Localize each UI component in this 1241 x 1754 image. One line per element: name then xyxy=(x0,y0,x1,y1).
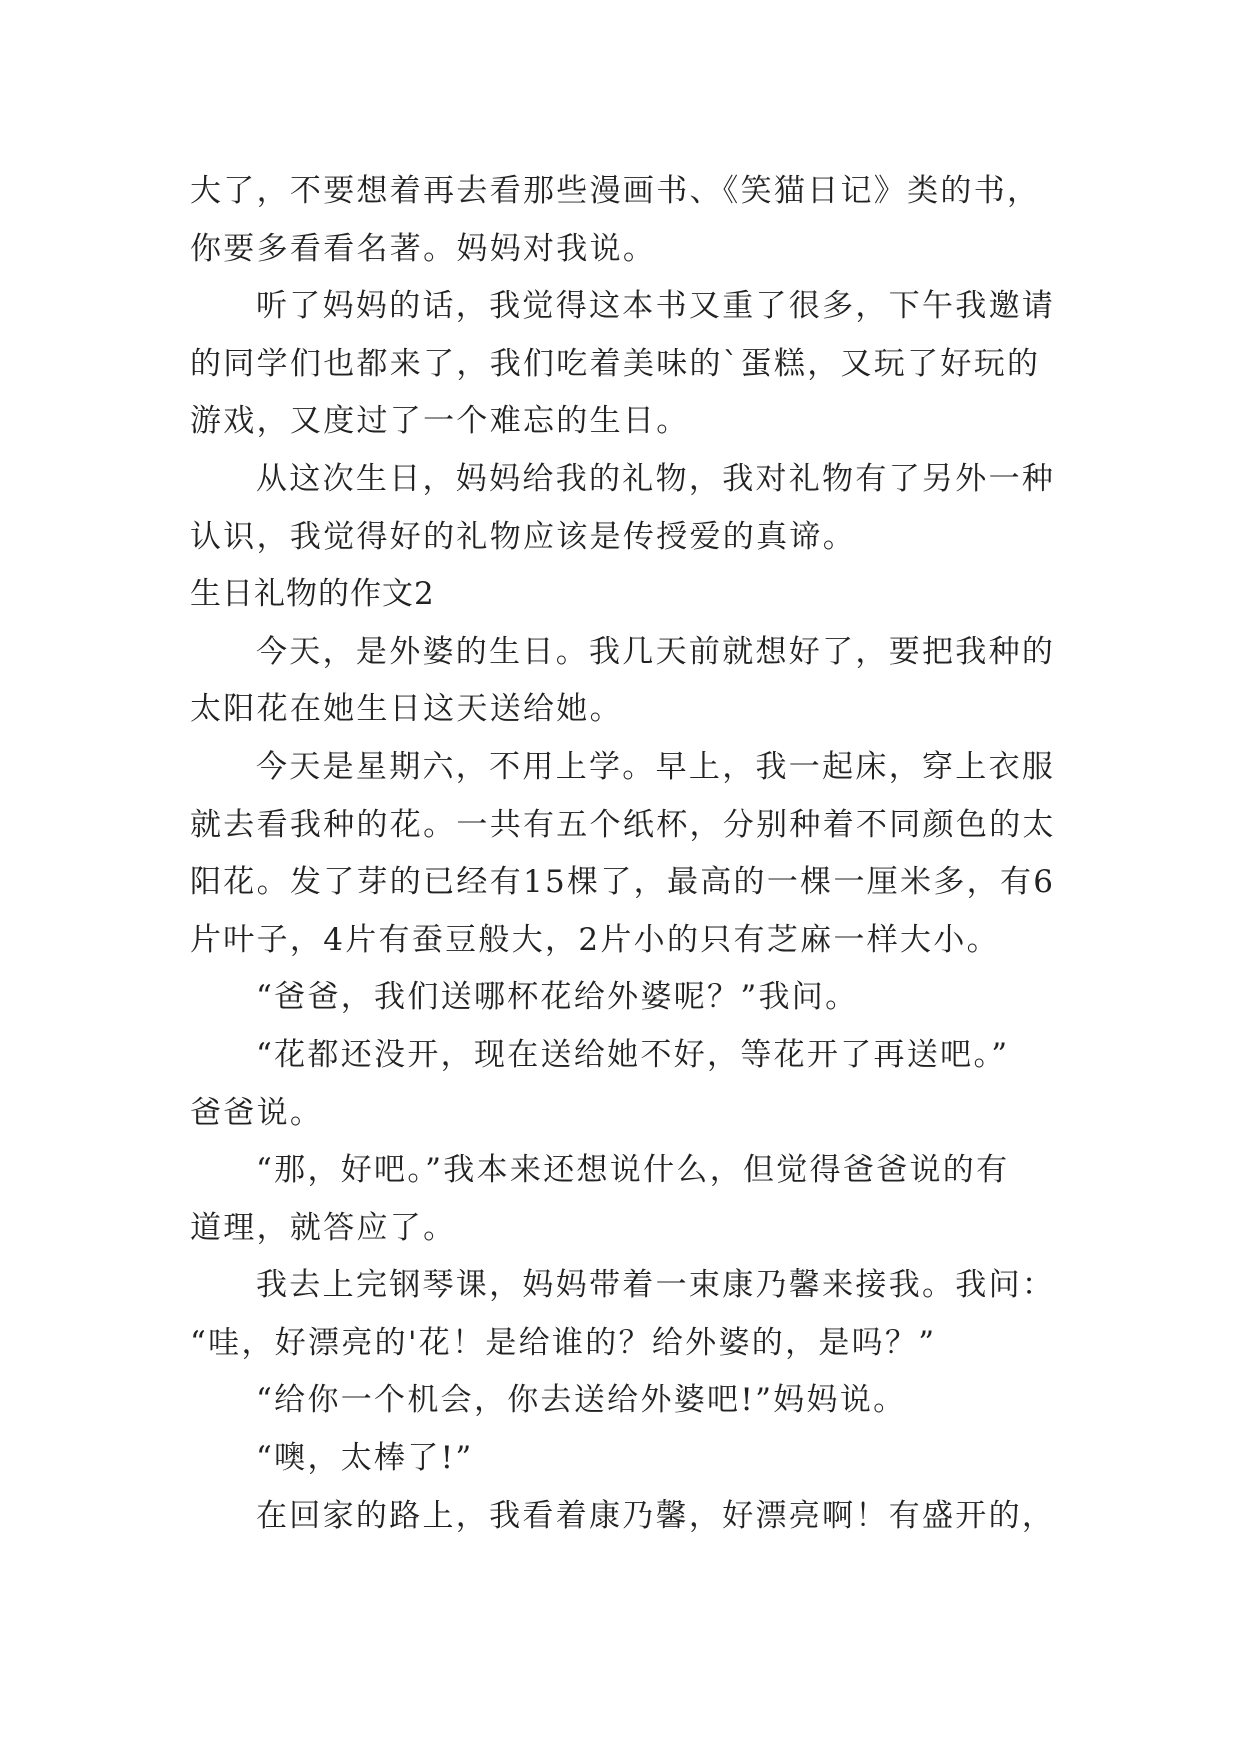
text-line: 游戏，又度过了一个难忘的生日。 xyxy=(190,403,690,440)
text-line: 道理，就答应了。 xyxy=(190,1209,457,1246)
text-line: 片叶子，4片有蚕豆般大，2片小的只有芝麻一样大小。 xyxy=(190,921,1000,958)
text-line: “那，好吧。”我本来还想说什么，但觉得爸爸说的有 xyxy=(256,1152,1010,1189)
text-line: 在回家的路上，我看着康乃馨，好漂亮啊！有盛开的， xyxy=(256,1497,1056,1534)
text-line: 听了妈妈的话，我觉得这本书又重了很多，下午我邀请 xyxy=(256,288,1056,325)
text-line: 太阳花在她生日这天送给她。 xyxy=(190,691,623,728)
text-line: “噢，太棒了!” xyxy=(256,1440,474,1477)
text-line: 大了，不要想着再去看那些漫画书、《笑猫日记》类的书， xyxy=(190,173,1041,209)
text-line: “给你一个机会，你去送给外婆吧!”妈妈说。 xyxy=(256,1382,907,1419)
text-line: “哇，好漂亮的'花！是给谁的？给外婆的，是吗？” xyxy=(190,1324,937,1361)
text-line: 就去看我种的花。一共有五个纸杯，分别种着不同颜色的太 xyxy=(190,806,1056,843)
text-line: 认识，我觉得好的礼物应该是传授爱的真谛。 xyxy=(190,518,856,555)
text-line: 我去上完钢琴课，妈妈带着一束康乃馨来接我。我问： xyxy=(256,1267,1056,1304)
text-line: “爸爸，我们送哪杯花给外婆呢？”我问。 xyxy=(256,979,859,1016)
body-text xyxy=(190,163,1070,1545)
text-line: 你要多看看名著。妈妈对我说。 xyxy=(190,230,657,267)
text-line: 的同学们也都来了，我们吃着美味的`蛋糕，又玩了好玩的 xyxy=(190,345,1041,382)
text-line: 今天，是外婆的生日。我几天前就想好了，要把我种的 xyxy=(256,633,1056,670)
text-line: 从这次生日，妈妈给我的礼物，我对礼物有了另外一种 xyxy=(256,460,1056,497)
text-line: 阳花。发了芽的已经有15棵了，最高的一棵一厘米多，有6 xyxy=(190,864,1056,901)
text-line: 今天是星期六，不用上学。早上，我一起床，穿上衣服 xyxy=(256,748,1056,785)
section-heading: 生日礼物的作文2 xyxy=(190,576,435,613)
text-line: “花都还没开，现在送给她不好，等花开了再送吧。” xyxy=(256,1036,1010,1073)
text-line: 爸爸说。 xyxy=(190,1094,324,1131)
